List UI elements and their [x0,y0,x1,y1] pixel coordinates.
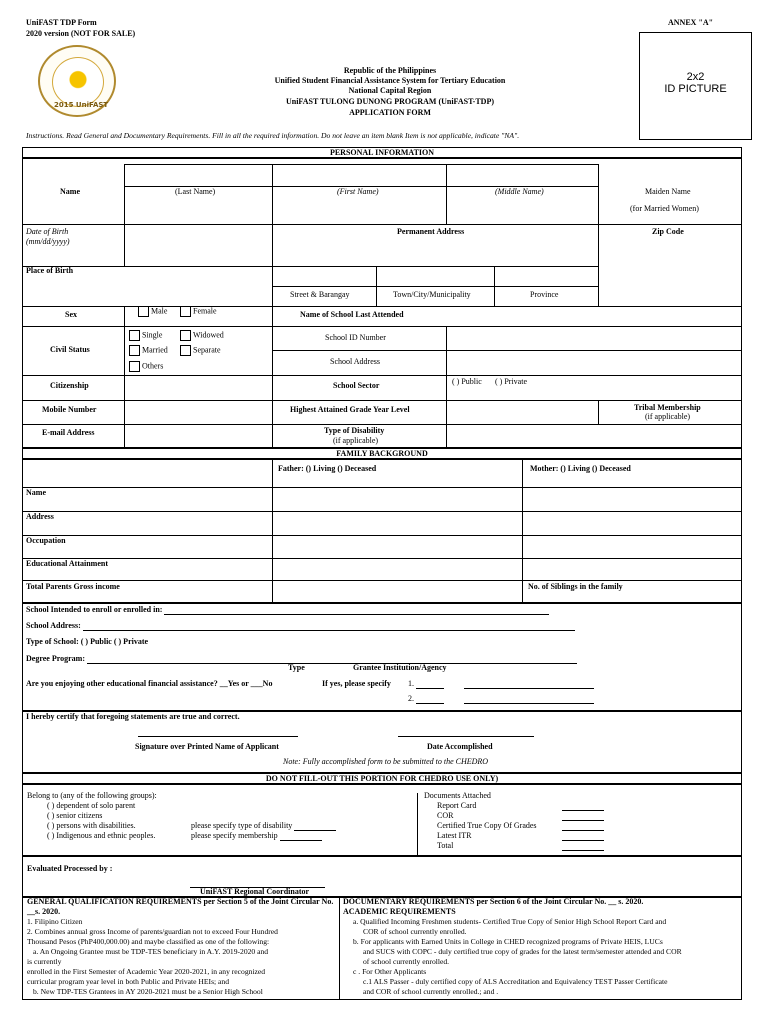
grantee-column-label: Grantee Institution/Agency [353,663,447,672]
general-requirements-title: GENERAL QUALIFICATION REQUIREMENTS per Section 5 of the Joint Circular No. __s. 2020. [27,897,334,916]
date-accomplished-label: Date Accomplished [427,742,493,751]
disability-note: (if applicable) [333,436,379,445]
street-label: Street & Barangay [290,290,350,299]
name-label: Name [60,187,80,196]
evaluated-label: Evaluated Processed by : [27,864,113,873]
tribal-note: (if applicable) [645,412,691,421]
private-option[interactable]: ( ) Private [495,377,527,386]
specify-disability: please specify type of disability [191,821,336,831]
family-occupation-label: Occupation [26,536,66,545]
unifast-seal-logo [38,45,116,117]
group-indigenous: ( ) Indigenous and ethnic peoples. [47,831,156,840]
annex-label: ANNEX "A" [668,18,714,27]
middle-name-label: (Middle Name) [495,187,544,196]
general-requirements-list: 1. Filipino Citizen 2. Combines annual gross Income of parents/guardian not to exceed Four Hundred Thousand Pesos (PhP400,000.00) and maybe classified as one of the following: a. An Ongoing Grantee must be TDP-TES beneficiary in A.Y. 2019-2020 and is currently enrolled in the First Semester of Academic Year 2020-2021, in any recognized curricular program year level in both Public and Private HEIs; and b. New TDP-TES Grantees in AY 2020-2021 must be a Senior High School [27,917,278,996]
married-option[interactable]: Married [129,345,168,356]
sun-emblem [52,57,104,107]
signature-label: Signature over Printed Name of Applicant [135,742,279,751]
assistance-agency-2[interactable] [464,695,594,704]
doc-total: Total [437,841,454,850]
first-name-input[interactable] [272,164,446,186]
id-picture-label: ID PICTURE [664,83,727,95]
form-title: APPLICATION FORM [349,108,431,117]
assistance-item-1: 1. [408,679,444,689]
others-option[interactable]: Others [129,361,163,372]
group-solo-parent: ( ) dependent of solo parent [47,801,136,810]
school-sector-label: School Sector [333,381,380,390]
republic-title: Republic of the Philippines [343,66,437,75]
assistance-question: Are you enjoying other educational financial assistance? __Yes or ___No [26,679,273,688]
assistance-type-2[interactable] [416,695,444,704]
zip-code-label: Zip Code [652,227,684,236]
submission-note: Note: Fully accomplished form to be submitted to the CHEDRO [283,757,489,766]
maiden-name-label: Maiden Name [645,187,691,196]
chedro-header: DO NOT FILL-OUT THIS PORTION FOR CHEDRO USE ONLY) [22,773,742,784]
family-background-header: FAMILY BACKGROUND [22,448,742,459]
school-address-label: School Address [330,357,380,366]
female-checkbox[interactable] [180,306,191,317]
instructions: Instructions. Read General and Documentary Requirements. Fill in all the required information. Do not leave an item blank Item is not applicable, indicate "NA". [26,131,520,140]
others-checkbox[interactable] [129,361,140,372]
school-intended-field[interactable] [164,606,549,615]
specify-membership: please specify membership [191,831,322,841]
agency-title: Unified Student Financial Assistance System for Tertiary Education [274,76,506,85]
town-label: Town/City/Municipality [393,290,471,299]
civil-status-label: Civil Status [50,345,90,354]
form-version: 2020 version (NOT FOR SALE) [26,29,136,38]
permanent-address-label: Permanent Address [397,227,465,236]
doc-report-card: Report Card [437,801,477,810]
type-column-label: Type [288,663,305,672]
public-option[interactable]: ( ) Public [452,377,482,386]
documentary-requirements-title: DOCUMENTARY REQUIREMENTS per Section 6 of the Joint Circular No. __ s. 2020. [343,897,644,906]
middle-name-input[interactable] [446,164,598,186]
gross-income-label: Total Parents Gross income [26,582,120,591]
sex-label: Sex [65,310,77,319]
assistance-item-2: 2. [408,694,444,704]
academic-requirements-title: ACADEMIC REQUIREMENTS [343,907,456,916]
family-address-label: Address [26,512,54,521]
family-name-label: Name [26,488,46,497]
siblings-label: No. of Siblings in the family [528,582,623,591]
father-status-label: Father: () Living () Deceased [278,464,377,473]
single-checkbox[interactable] [129,330,140,341]
school-intended-label: School Intended to enroll or enrolled in: [26,605,549,615]
if-yes-label: If yes, please specify [322,679,391,688]
male-checkbox[interactable] [138,306,149,317]
degree-program-label: Degree Program: [26,654,577,664]
mobile-label: Mobile Number [42,405,97,414]
documents-attached-label: Documents Attached [424,791,491,800]
doc-latest-itr: Latest ITR [437,831,472,840]
id-picture-box [639,32,752,140]
assistance-agency-1[interactable] [464,680,594,689]
program-title: UniFAST TULONG DUNONG PROGRAM (UniFAST-TDP) [285,97,495,106]
documentary-requirements-list: a. Qualified Incoming Freshmen students- Certified True Copy of Senior High School Report Card and COR of school currently enrolled. b. For applicants with Earned Units in College in CHED recognized programs of Private HEIS, LUCs and SUCS with COPC - duly certified true copy of grades for the latest term/semester attended and COR of school currently enrolled. c . For Other Applicants c.1 ALS Passer - duly certified copy of ALS Accreditation and Equivalency TEST Passer Certificate and COR of school currently enrolled.; and . [353,917,682,996]
doc-certified-grades: Certified True Copy Of Grades [437,821,537,830]
first-name-label: (First Name) [337,187,379,196]
signature-line[interactable] [138,736,298,737]
tribal-label: Tribal Membership [634,403,701,412]
separate-option[interactable]: Separate [180,345,221,356]
school-type-label: Type of School: ( ) Public ( ) Private [26,637,149,646]
school-last-attended-label: Name of School Last Attended [300,310,404,319]
widowed-checkbox[interactable] [180,330,191,341]
coordinator-label: UniFAST Regional Coordinator [200,887,310,896]
email-label: E-mail Address [42,428,95,437]
doc-cor: COR [437,811,454,820]
male-option[interactable]: Male [138,306,167,317]
female-option[interactable]: Female [180,306,217,317]
evaluator-box [22,856,742,897]
dob-input[interactable] [124,224,272,266]
personal-info-header: PERSONAL INFORMATION [22,147,742,158]
maiden-name-note: (for Married Women) [630,204,699,213]
last-name-label: (Last Name) [175,187,216,196]
belong-groups-label: Belong to (any of the following groups): [27,791,157,800]
citizenship-label: Citizenship [50,381,89,390]
assistance-type-1[interactable] [416,680,444,689]
last-name-input[interactable] [124,164,272,186]
mother-status-label: Mother: () Living () Deceased [530,464,631,473]
group-senior-citizens: ( ) senior citizens [47,811,103,820]
family-education-label: Educational Attainment [26,559,109,568]
dob-format: (mm/dd/yyyy) [26,237,70,246]
seal-text: 2015 UniFAST [54,101,109,109]
married-checkbox[interactable] [129,345,140,356]
school-address-line: School Address: [26,621,575,631]
degree-program-field[interactable] [87,655,577,664]
disability-type-field[interactable] [294,822,336,831]
dob-label: Date of Birth [26,227,69,236]
region-title: National Capital Region [348,86,432,95]
disability-label: Type of Disability [324,426,385,435]
place-of-birth-label: Place of Birth [26,266,74,275]
highest-grade-label: Highest Attained Grade Year Level [290,405,410,414]
date-line[interactable] [398,736,534,737]
school-id-label: School ID Number [325,333,386,342]
province-label: Province [530,290,559,299]
separate-checkbox[interactable] [180,345,191,356]
membership-field[interactable] [280,832,322,841]
group-pwd: ( ) persons with disabilities. [47,821,136,830]
widowed-option[interactable]: Widowed [180,330,224,341]
form-name: UniFAST TDP Form [26,18,97,27]
certify-statement: I hereby certify that foregoing statements are true and correct. [26,712,240,721]
family-table [22,459,742,603]
single-option[interactable]: Single [129,330,162,341]
id-picture-size: 2x2 [686,71,705,83]
school-address-field[interactable] [83,622,575,631]
